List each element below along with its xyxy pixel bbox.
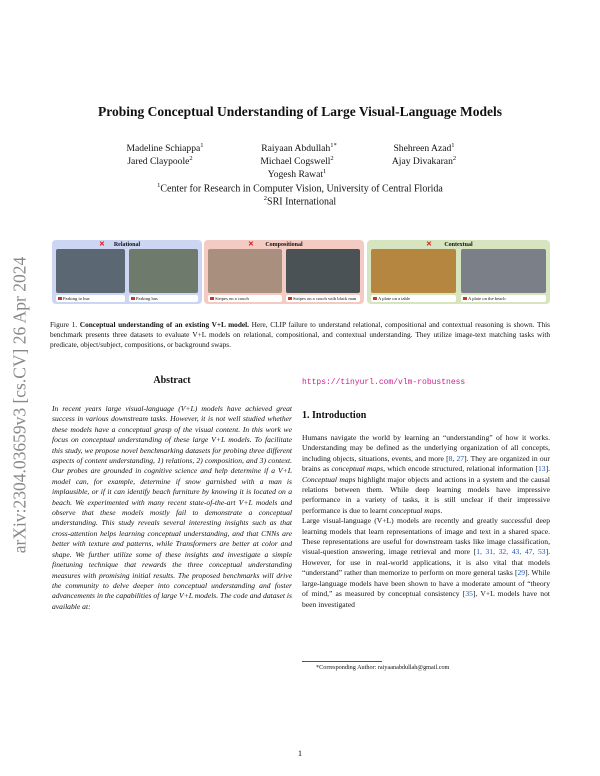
affiliation-1: $^1$Center for Research in Computer Vision, University of Central Florida [157,182,443,195]
figure-panel-compositional [204,240,364,304]
panel-label: Relational [113,242,141,248]
page-number: 1 [297,748,303,758]
author-5: Michael Cogswell$^2$ [260,155,334,168]
citation-link[interactable]: 1, 31, 32, 43, 47, 53 [476,547,546,557]
arxiv-stamp-text: arXiv:2304.03659v3 [cs.CV] 26 Apr 2024 [9,256,30,554]
author-2: Raiyaan Abdullah$^{1*}$ [261,142,337,155]
panel-caption-left: A plate on a table [371,295,456,302]
citation-link[interactable]: 8 [448,453,453,463]
panel-image-left [56,249,125,293]
panel-image-right [286,249,360,293]
panel-image-left [208,249,282,293]
figure-panel-relational [52,240,202,304]
footnote: *Corresponding Author: raiyaanabdullah@gmail.com [316,664,450,671]
citation-link[interactable]: 29 [517,568,526,578]
x-icon: ✕ [248,240,254,248]
panel-caption-right: Parking bus [129,295,198,302]
panel-caption-right: Stripes on a couch with black man [286,295,360,302]
intro-heading: 1. Introduction [302,410,367,421]
author-7: Yogesh Rawat$^1$ [267,168,327,181]
panel-caption-right: A plate on the beach [461,295,546,302]
panel-caption-left: Stripes on a couch [208,295,282,302]
figure-panel-contextual [367,240,550,304]
citation-link[interactable]: 13 [537,464,546,474]
panel-image-right [129,249,198,293]
abstract-heading: Abstract [153,375,191,386]
paper-title: Probing Conceptual Understanding of Large Visual-Language Models [97,104,503,119]
author-6: Ajay Divakaran$^2$ [391,155,457,168]
panel-image-left [371,249,456,293]
code-url-link[interactable]: https://tinyurl.com/vlm-robustness [302,378,466,387]
author-3: Shehreen Azad$^1$ [393,142,455,155]
figure-caption: Figure 1. Conceptual understanding of an existing V+L model. Here, CLIP failure to understand relational, compositional and contextual reasoning is shown. This benchmark presents three datasets to evaluate V+L models on relational, compositional, and contextual understanding. They utilize image-text matching tasks with predicate, object/subject, compositions, or background swaps. [50,320,550,349]
affiliation-2: $^2$SRI International [263,195,337,208]
panel-label: Contextual [444,242,473,248]
x-icon: ✕ [99,240,105,248]
citation-link[interactable]: 27 [456,453,465,463]
panel-label: Compositional [265,242,303,248]
author-4: Jared Claypoole$^2$ [127,155,193,168]
x-icon: ✕ [426,240,432,248]
author-1: Madeline Schiappa$^1$ [126,142,204,155]
intro-text: Humans navigate the world by learning an “understanding” of how it works. Understanding may be defined as the underlying organization of all concepts, including objects, situations, events, and more [8, 27]. They are organized in our brains as conceptual maps, which encode structured, relational information [13]. Conceptual maps highlight major objects and actions in a system and the causal relations between them. While deep learning models have impressive performance in a variety of tasks, it is still unclear if their impressive performance is due to learnt conceptual maps. Large visual-language (V+L) models are recently and greatly successful deep learning models that learn representations of image and text in a shared space. These representations are useful for downstream tasks like image classification, visual-question answering, image retrieval and more [1, 31, 32, 43, 47, 53]. However, for use in real-world applications, it is also vital that models “understand” rather than memorize to perform on more general tasks [29]. While large-language models have been shown to have a moderate amount of “theory of mind,” as measured by conceptual consistency [35], V+L models have not been investigated [302,433,551,609]
footnote-divider [302,661,382,662]
abstract-text: In recent years large visual-language (V+L) models have achieved great success in various downstream tasks. However, it is not well studied whether these models have a conceptual grasp of the visual content. In this work we focus on conceptual understanding of these large V+L models. To facilitate this study, we propose novel benchmarking datasets for probing three different aspects of content understanding, 1) relations, 2) composition, and 3) context. Our probes are grounded in cognitive science and help determine if a V+L model can, for example, determine if snow garnished with a man is implausible, or if it can identify beach furniture by knowing it is located on a beach. We experimented with many recent state-of-the-art V+L models and observe that these models mostly fail to demonstrate a conceptual understanding. This study reveals several interesting insights such as that cross-attention helps learning conceptual understanding, and that CNNs are better with texture and patterns, while Transformers are better at color and shape. We further utilize some of these insights and investigate a simple finetuning technique that rewards the three conceptual understanding measures with promising initial results. The proposed benchmarks will drive the community to delve deeper into conceptual understanding and foster advancements in the capabilities of large V+L models. The code and dataset is available at: [52,404,292,611]
panel-caption-left: Parking to bus [56,295,125,302]
citation-link[interactable]: 35 [465,589,473,599]
arxiv-stamp [2,210,38,600]
panel-image-right [461,249,546,293]
